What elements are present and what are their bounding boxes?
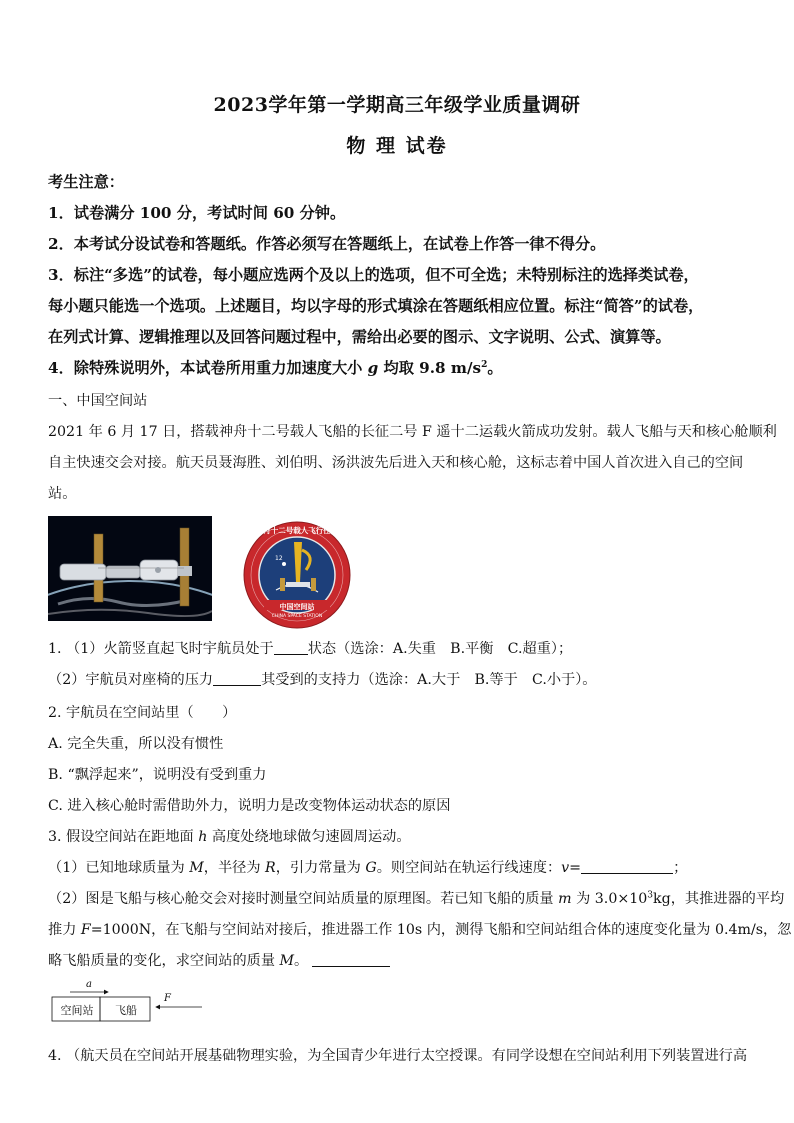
exam-title: 2023学年第一学期高三年级学业质量调研 [213, 94, 581, 116]
intro-line-3: 站。 [48, 486, 77, 502]
section-heading: 一、中国空间站 [48, 393, 148, 409]
question-2-option-a: A. 完全失重，所以没有惯性 [48, 736, 224, 752]
space-station-photo [48, 516, 212, 621]
answer-blank[interactable] [274, 640, 308, 655]
question-3-part-2-line-2: 推力 F=1000N，在飞船与空间站对接后，推进器工作 10s 内，测得飞船和空间站组合体的速度变化量为 0.4m/s，忽 [48, 922, 792, 938]
answer-blank[interactable] [312, 952, 390, 967]
force-label: F [164, 993, 171, 1004]
exam-subtitle: 物 理 试卷 [346, 135, 448, 157]
ship-label: 飞船 [115, 1004, 137, 1017]
emblem-top-text: 神舟十二号载人飞行任务 [255, 526, 339, 535]
question-3-stem: 3. 假设空间站在距地面 h 高度处绕地球做匀速圆周运动。 [48, 829, 411, 845]
notice-1: 1．试卷满分 100 分，考试时间 60 分钟。 [48, 204, 346, 222]
notice-4: 4．除特殊说明外，本试卷所用重力加速度大小 g 均取 9.8 $m/s^2$。 [48, 359, 503, 377]
question-1-part-1: 1. （1）火箭竖直起飞时宇航员处于 状态（选涂：A.失重 B.平衡 C.超重）； [48, 641, 573, 657]
acceleration-label: a [86, 979, 92, 990]
question-3-part-2-line-1: （2）图是飞船与核心舱交会对接时测量空间站质量的原理图。若已知飞船的质量 m 为 $3.0\times 10^3kg$，其推进器的平均 [48, 890, 785, 907]
notice-3-cont: 每小题只能选一个选项。上述题目，均以字母的形式填涂在答题纸相应位置。标注“简答”的试卷， [48, 297, 704, 315]
answer-blank[interactable] [213, 671, 261, 686]
question-2-option-c: C. 进入核心舱时需借助外力，说明力是改变物体运动状态的原因 [48, 798, 451, 814]
question-2-stem: 2. 宇航员在空间站里（ ） [48, 705, 237, 721]
docking-diagram [50, 979, 210, 1027]
station-label: 空间站 [60, 1004, 94, 1017]
notice-3-cont2: 在列式计算、逻辑推理以及回答问题过程中，需给出必要的图示、文字说明、公式、演算等。 [48, 328, 671, 346]
mission-emblem [242, 520, 352, 630]
question-3-part-2-line-3: 略飞船质量的变化，求空间站的质量 M。 [48, 950, 390, 970]
intro-line-1: 2021 年 6 月 17 日，搭载神舟十二号载人飞船的长征二号 F 遥十二运载火箭成功发射。载人飞船与天和核心舱顺利 [48, 424, 777, 440]
question-4-stem: 4. （航天员在空间站开展基础物理实验，为全国青少年进行太空授课。有同学设想在空间站利用下列装置进行高 [48, 1048, 748, 1064]
intro-line-2: 自主快速交会对接。航天员聂海胜、刘伯明、汤洪波先后进入天和核心舱，这标志着中国人首次进入自己的空间 [48, 455, 744, 471]
question-3-part-1: （1）已知地球质量为 M，半径为 R，引力常量为 G。则空间站在轨运行线速度：v= ； [48, 860, 688, 876]
svg-text:12: 12 [275, 555, 283, 562]
notice-2: 2．本考试分设试卷和答题纸。作答必须写在答题纸上，在试卷上作答一律不得分。 [48, 235, 606, 253]
answer-blank[interactable] [581, 859, 673, 874]
emblem-bottom-text: 中国空间站 [279, 603, 315, 611]
notice-heading: 考生注意： [48, 173, 124, 191]
question-2-option-b: B. “飘浮起来”，说明没有受到重力 [48, 767, 267, 783]
question-1-part-2: （2）宇航员对座椅的压力 其受到的支持力（选涂：A.大于 B.等于 C.小于）。 [48, 672, 597, 688]
emblem-en-text: CHINA SPACE STATION [271, 614, 323, 619]
notice-3: 3．标注“多选”的试卷，每小题应选两个及以上的选项，但不可全选；未特别标注的选择类试卷， [48, 266, 699, 284]
